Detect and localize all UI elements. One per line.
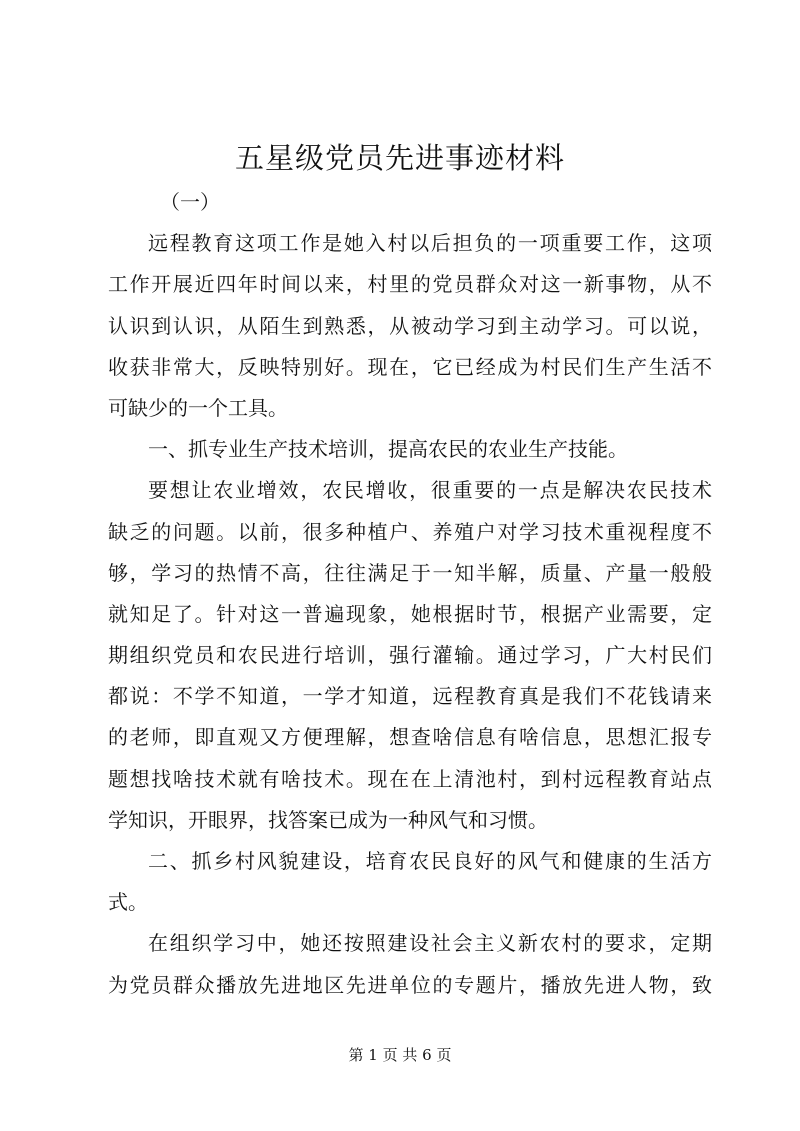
text-line: 题想找啥技术就有啥技术。现在在上清池村，到村远程教育站点 bbox=[108, 766, 712, 791]
text-line: 为党员群众播放先进地区先进单位的专题片，播放先进人物，致 bbox=[108, 972, 712, 997]
text-line: 式。 bbox=[108, 890, 148, 915]
text-line: 就知足了。针对这一普遍现象，她根据时节，根据产业需要，定 bbox=[108, 601, 712, 626]
text-line: 远程教育这项工作是她入村以后担负的一项重要工作，这项 bbox=[148, 231, 712, 256]
text-line: 够，学习的热情不高，往往满足于一知半解，质量、产量一般般 bbox=[108, 560, 712, 585]
text-line: 认识到认识，从陌生到熟悉，从被动学习到主动学习。可以说， bbox=[108, 313, 712, 338]
text-line: 学知识，开眼界，找答案已成为一种风气和习惯。 bbox=[108, 807, 548, 832]
text-line: （一） bbox=[160, 190, 220, 214]
text-line: 缺乏的问题。以前，很多种植户、养殖户对学习技术重视程度不 bbox=[108, 519, 712, 544]
text-line: 二、抓乡村风貌建设，培育农民良好的风气和健康的生活方 bbox=[148, 849, 712, 873]
document-body bbox=[108, 182, 712, 1006]
page-footer: 第 1 页 共 6 页 bbox=[348, 1046, 452, 1064]
text-line: 一、抓专业生产技术培训，提高农民的农业生产技能。 bbox=[148, 437, 628, 462]
text-line: 工作开展近四年时间以来，村里的党员群众对这一新事物，从不 bbox=[108, 272, 712, 297]
text-line: 在组织学习中，她还按照建设社会主义新农村的要求，定期 bbox=[148, 931, 712, 956]
text-line: 期组织党员和农民进行培训，强行灌输。通过学习，广大村民们 bbox=[108, 643, 712, 668]
text-line: 要想让农业增效，农民增收，很重要的一点是解决农民技术 bbox=[148, 478, 712, 503]
text-line: 的老师，即直观又方便理解，想查啥信息有啥信息，思想汇报专 bbox=[108, 725, 712, 750]
text-line: 可缺少的一个工具。 bbox=[108, 395, 288, 420]
document-title: 五星级党员先进事迹材料 bbox=[234, 141, 565, 175]
text-line: 都说：不学不知道，一学才知道，远程教育真是我们不花钱请来 bbox=[108, 684, 712, 709]
text-line: 收获非常大，反映特别好。现在，它已经成为村民们生产生活不 bbox=[108, 354, 712, 379]
